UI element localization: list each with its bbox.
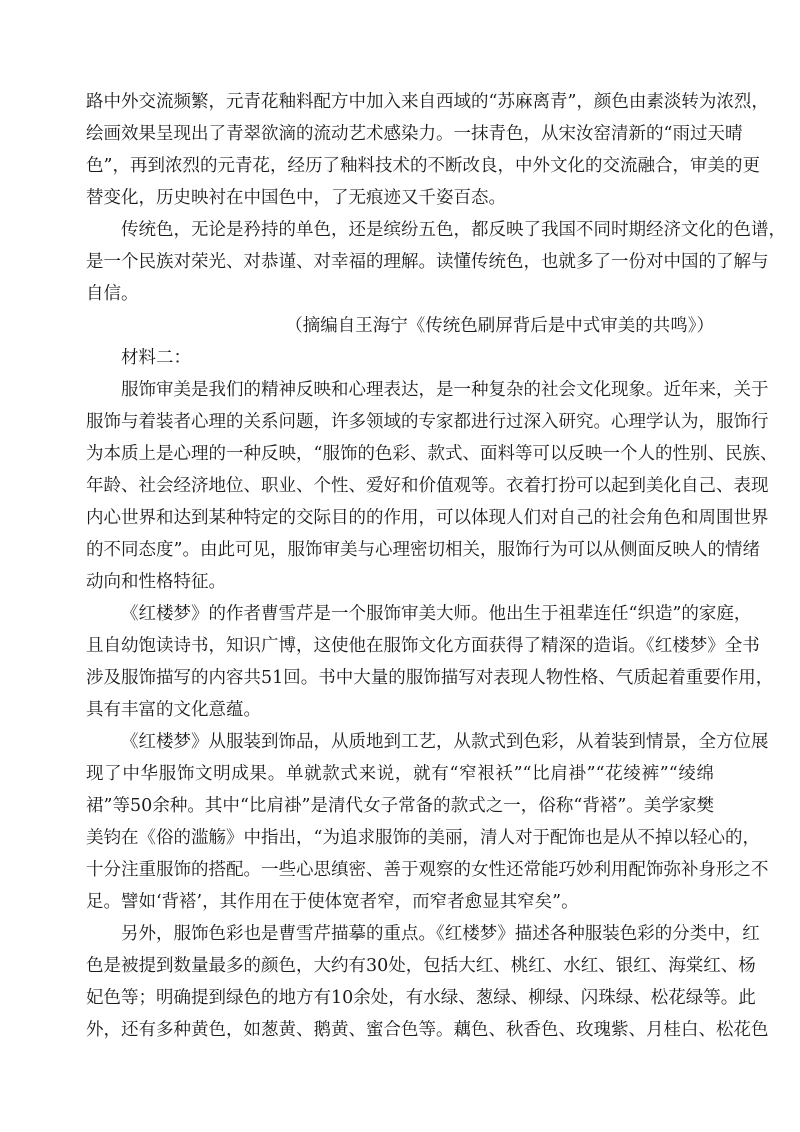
text-line: 《红楼梦》从服装到饰品，从质地到工艺，从款式到色彩，从着装到情景，全方位展 <box>121 732 769 752</box>
text-line: 足。譬如‘背褡’，其作用在于使体宽者窄，而窄者愈显其窄矣”。 <box>86 892 579 912</box>
text-line: 内心世界和达到某种特定的交际目的的作用，可以体现人们对自己的社会角色和周围世界 <box>86 508 769 528</box>
text-line: 是一个民族对荣光、对恭谨、对幸福的理解。读懂传统色，也就多了一份对中国的了解与 <box>86 252 769 272</box>
text-line: 路中外交流频繁，元青花釉料配方中加入来自西域的“苏麻离青”，颜色由素淡转为浓烈， <box>86 92 769 112</box>
text-line: 自信。 <box>86 284 139 304</box>
text-line: 色”，再到浓烈的元青花，经历了釉料技术的不断改良，中外文化的交流融合，审美的更 <box>86 156 760 176</box>
text-line: 为本质上是心理的一种反映，“服饰的色彩、款式、面料等可以反映一个人的性别、民族、 <box>86 444 778 464</box>
text-line: 裙”等50余种。其中“比肩褂”是清代女子常备的款式之一，俗称“背褡”。美学家樊 <box>86 796 714 816</box>
text-line: 且自幼饱读诗书，知识广博，这使他在服饰文化方面获得了精深的造诣。《红楼梦》全书 <box>86 636 760 656</box>
text-line: 美钧在《俗的滥觞》中指出，“为追求服饰的美丽，清人对于配饰也是从不掉以轻心的， <box>86 828 760 848</box>
text-line: 年龄、社会经济地位、职业、个性、爱好和价值观等。衣着打扮可以起到美化自己、表现 <box>86 476 769 496</box>
text-line: 服饰与着装者心理的关系问题，许多领域的专家都进行过深入研究。心理学认为，服饰行 <box>86 412 769 432</box>
text-line: 涉及服饰描写的内容共51回。书中大量的服饰描写对表现人物性格、气质起着重要作用， <box>86 668 774 688</box>
text-line: 传统色，无论是矜持的单色，还是缤纷五色，都反映了我国不同时期经济文化的色谱， <box>121 220 786 240</box>
text-line: 《红楼梦》的作者曹雪芹是一个服饰审美大师。他出生于祖辈连任“织造”的家庭， <box>121 604 752 624</box>
section-heading: 材料二： <box>121 348 191 368</box>
document-page <box>86 86 786 1046</box>
text-line: 服饰审美是我们的精神反映和心理表达，是一种复杂的社会文化现象。近年来，关于 <box>121 380 769 400</box>
text-line: 的不同态度”。由此可见，服饰审美与心理密切相关，服饰行为可以从侧面反映人的情绪 <box>86 540 760 560</box>
text-line: 现了中华服饰文明成果。单就款式来说，就有“窄裉袄”“比肩褂”“花绫裤”“绫绵 <box>86 764 714 784</box>
text-line: 具有丰富的文化意蕴。 <box>86 700 261 720</box>
text-line: 十分注重服饰的搭配。一些心思缜密、善于观察的女性还常能巧妙利用配饰弥补身形之不 <box>86 860 769 880</box>
text-line: 替变化，历史映衬在中国色中，了无痕迹又千姿百态。 <box>86 188 506 208</box>
text-line: 色是被提到数量最多的颜色，大约有30处，包括大红、桃红、水红、银红、海棠红、杨 <box>86 956 756 976</box>
text-line: 妃色等；明确提到绿色的地方有10余处，有水绿、葱绿、柳绿、闪珠绿、松花绿等。此 <box>86 988 756 1008</box>
text-line: 动向和性格特征。 <box>86 572 226 592</box>
text-line: 另外，服饰色彩也是曹雪芹描摹的重点。《红楼梦》描述各种服装色彩的分类中，红 <box>121 924 760 944</box>
text-line: 绘画效果呈现出了青翠欲滴的流动艺术感染力。一抹青色，从宋汝窑清新的“雨过天晴 <box>86 124 743 144</box>
citation: （摘编自王海宁《传统色刷屏背后是中式审美的共鸣》） <box>285 316 714 336</box>
text-line: 外，还有多种黄色，如葱黄、鹅黄、蜜合色等。藕色、秋香色、玫瑰紫、月桂白、松花色 <box>86 1020 769 1040</box>
